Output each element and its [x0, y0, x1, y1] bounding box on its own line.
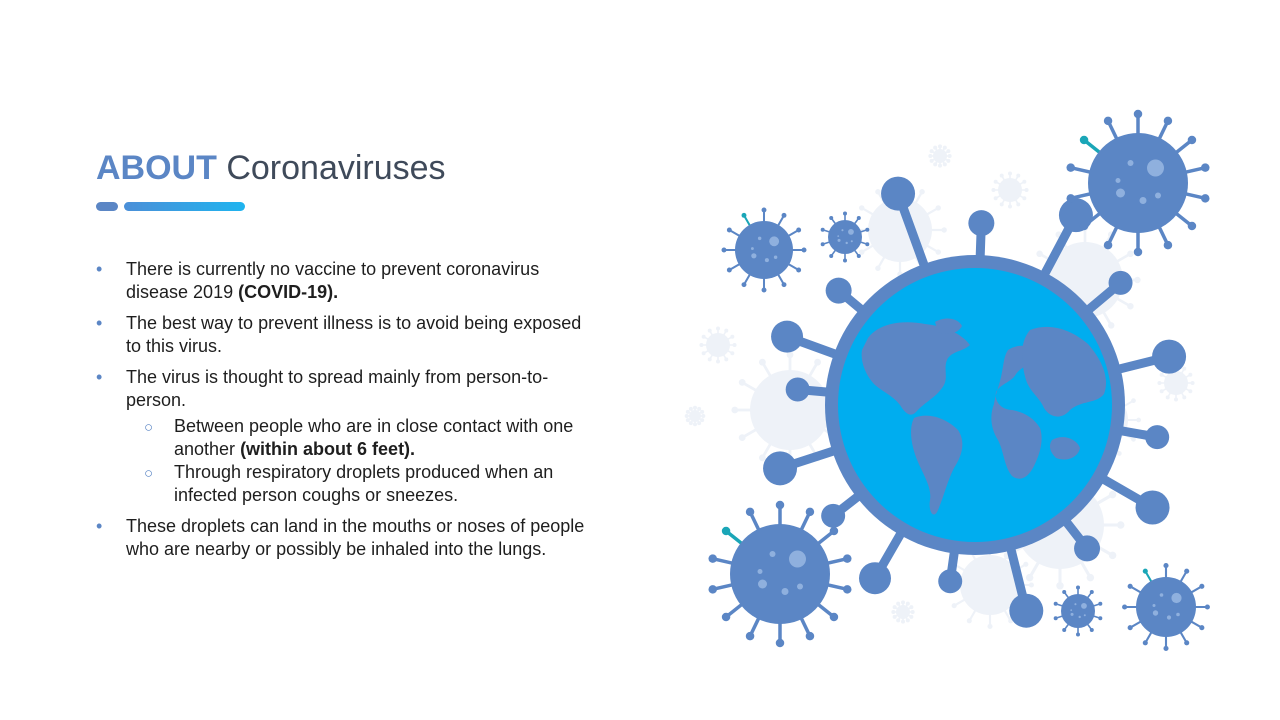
virus-spike-tip	[843, 585, 852, 594]
virus-surface-dot	[1116, 178, 1121, 183]
virus-surface-dot	[1176, 613, 1180, 617]
virus-spike-tip	[1023, 562, 1028, 567]
virus-spike-tip	[875, 266, 880, 271]
virus-body	[706, 333, 730, 357]
virus-body	[1136, 577, 1196, 637]
virus-spike-tip	[746, 508, 755, 516]
virus-spike-tip	[1199, 584, 1204, 589]
virus-spike-tip	[776, 639, 785, 648]
virus-spike-tip	[1090, 628, 1094, 632]
virus-spike-tip	[1134, 277, 1140, 283]
sub-bullet-circle-icon: ○	[144, 419, 154, 436]
virus-icon	[821, 212, 870, 263]
virus-surface-dot	[841, 229, 843, 231]
virus-spike-tip	[865, 228, 869, 232]
virus-spike-tip	[1134, 110, 1143, 119]
virus-surface-dot	[1074, 603, 1076, 605]
bullet-dot-icon: •	[96, 516, 103, 536]
globe-virus-spike-tip	[1009, 594, 1043, 628]
virus-spike-tip	[901, 620, 905, 624]
virus-spike-tip	[759, 359, 766, 366]
virus-spike-tip	[911, 610, 915, 614]
virus-spike-tip	[1104, 117, 1113, 126]
virus-spike-tip	[928, 154, 932, 158]
virus-spike-tip	[1184, 640, 1189, 645]
virus-spike-tip	[946, 149, 950, 153]
virus-spike-tip	[1117, 451, 1122, 456]
virus-spike-tip	[1131, 398, 1136, 403]
virus-body	[1061, 594, 1095, 628]
virus-surface-dot	[797, 584, 803, 590]
virus-surface-dot	[758, 569, 763, 574]
sub-bullet-list	[96, 415, 586, 507]
virus-spike-tip	[724, 329, 728, 333]
virus-spike-tip	[1066, 194, 1075, 203]
virus-spike-tip	[727, 228, 732, 233]
virus-spike-tip	[746, 632, 755, 641]
globe-virus-spike-tip	[1152, 340, 1186, 374]
virus-spike-tip	[1076, 632, 1080, 636]
virus-spike-tip	[821, 242, 825, 246]
virus-spike-tip	[1080, 222, 1089, 231]
virus-spike-tip	[700, 410, 704, 414]
sub-bullet-bold-text: (within about 6 feet).	[240, 439, 416, 459]
virus-spike-tip	[1182, 367, 1186, 371]
globe-virus-spike-tip	[881, 177, 915, 211]
virus-spike-tip	[930, 149, 934, 153]
virus-spike-tip	[906, 602, 910, 606]
virus-spike-tip	[933, 146, 937, 150]
virus-surface-dot	[1071, 613, 1074, 616]
bullet-item	[96, 366, 586, 412]
virus-spike-tip	[994, 196, 998, 200]
globe-virus-spike-tip	[763, 451, 797, 485]
virus-spike-tip	[722, 248, 727, 253]
virus-icon	[1122, 563, 1210, 651]
virus-surface-dot	[765, 258, 769, 262]
virus-spike-tip	[829, 216, 833, 220]
virus-spike-tip	[943, 146, 947, 150]
bullet-dot-icon: •	[96, 367, 103, 387]
virus-spike-tip	[948, 154, 952, 158]
virus-spike-tip	[1127, 303, 1133, 309]
virus-spike-tip	[1188, 136, 1197, 145]
virus-surface-dot	[848, 229, 854, 235]
virus-body	[933, 149, 947, 163]
virus-spike-tip	[693, 422, 697, 426]
virus-spike-tip	[1026, 574, 1033, 581]
virus-surface-dot	[770, 551, 776, 557]
sub-bullet-text: Through respiratory droplets produced when an infected person coughs or sneezes.	[174, 462, 554, 505]
virus-spike-tip	[987, 624, 992, 629]
virus-spike-tip	[1008, 205, 1012, 209]
globe-virus-spike-tip	[1074, 535, 1100, 561]
virus-spike-tip	[821, 228, 825, 232]
virus-spike-tip	[802, 248, 807, 253]
title-rest: Coronaviruses	[226, 149, 446, 187]
virus-surface-dot	[789, 551, 806, 568]
virus-spike-tip	[1000, 174, 1004, 178]
virus-spike-tip	[1188, 373, 1192, 377]
virus-spike-tip	[829, 254, 833, 258]
virus-spike-tip	[1163, 646, 1168, 651]
virus-spike-tip	[1134, 248, 1143, 257]
globe-virus-spike-tip	[821, 504, 845, 528]
coronavirus-globe-illustration	[680, 100, 1240, 670]
virus-spike-tip	[716, 326, 720, 330]
globe-virus-spike-tip	[771, 321, 803, 353]
virus-body	[998, 178, 1022, 202]
virus-body	[896, 605, 910, 619]
virus-spike-tip	[1109, 552, 1116, 559]
virus-spike-tip	[1025, 188, 1029, 192]
virus-spike-tip	[1016, 202, 1020, 206]
virus-spike-tip	[1054, 602, 1058, 606]
virus-spike-tip	[909, 605, 913, 609]
virus-spike-tip	[1205, 604, 1210, 609]
virus-surface-dot	[1116, 189, 1125, 198]
virus-spike-tip	[891, 610, 895, 614]
globe-virus-spike-tip	[968, 210, 994, 236]
virus-spike-tip	[1201, 163, 1210, 172]
virus-spike-tip	[724, 357, 728, 361]
sub-bullet-item	[96, 415, 586, 461]
virus-surface-dot	[769, 236, 779, 246]
virus-spike-tip	[901, 600, 905, 604]
virus-spike-tip	[938, 144, 942, 148]
globe-virus-spike-tip	[1109, 271, 1133, 295]
virus-spike-tip	[967, 618, 972, 623]
virus-spike-tip	[1128, 584, 1133, 589]
virus-spike-tip	[952, 603, 957, 608]
virus-spike-tip	[938, 164, 942, 168]
virus-surface-dot	[846, 242, 848, 244]
virus-spike-tip	[708, 357, 712, 361]
virus-spike-tip	[1201, 194, 1210, 203]
title-underline-long	[124, 202, 245, 211]
virus-surface-dot	[751, 247, 754, 250]
virus-spike-tip	[946, 159, 950, 163]
bullet-text: There is currently no vaccine to prevent coronavirus disease 2019	[126, 259, 540, 302]
virus-spike-tip	[859, 249, 864, 254]
virus-spike-tip	[1188, 389, 1192, 393]
title-underline-short	[96, 202, 118, 211]
sub-bullet-item	[96, 461, 586, 507]
virus-spike-tip	[919, 189, 924, 194]
virus-spike-tip	[941, 227, 946, 232]
virus-spike-tip	[716, 360, 720, 364]
virus-spike-tip	[1117, 521, 1124, 528]
virus-spike-tip	[759, 454, 766, 461]
virus-spike-tip	[1164, 241, 1173, 250]
virus-surface-dot	[1140, 197, 1147, 204]
virus-spike-tip	[930, 159, 934, 163]
virus-icon	[891, 600, 914, 623]
virus-spike-tip	[762, 208, 767, 213]
globe-virus-spike-tip	[859, 562, 891, 594]
sub-bullet-text: Between people who are in close contact with one another	[174, 416, 574, 459]
virus-spike-tip	[730, 351, 734, 355]
virus-surface-dot	[1079, 616, 1081, 618]
virus-spike-tip	[1000, 202, 1004, 206]
virus-surface-dot	[837, 235, 839, 237]
bullet-text: The virus is thought to spread mainly from person-to-person.	[126, 367, 549, 410]
virus-spike-tip	[1008, 171, 1012, 175]
virus-spike-tip	[1029, 582, 1034, 587]
virus-spike-tip	[1127, 251, 1133, 257]
virus-spike-tip	[699, 343, 703, 347]
virus-spike-tip	[1054, 616, 1058, 620]
virus-spike-tip	[708, 554, 717, 563]
virus-surface-dot	[851, 240, 853, 242]
virus-icon	[991, 171, 1028, 208]
virus-spike-tip	[796, 268, 801, 273]
virus-spike-tip	[1109, 491, 1116, 498]
virus-spike-tip	[814, 359, 821, 366]
virus-spike-tip	[1062, 590, 1066, 594]
virus-spike-tip	[933, 162, 937, 166]
virus-spike-tip	[702, 335, 706, 339]
virus-spike-tip	[686, 418, 690, 422]
virus-surface-dot	[758, 237, 761, 240]
virus-body	[1164, 371, 1188, 395]
virus-surface-dot	[751, 253, 756, 258]
globe-virus-spike-tip	[826, 278, 852, 304]
virus-spike-tip	[1098, 616, 1102, 620]
virus-spike-tip	[762, 288, 767, 293]
virus-spike-tip	[727, 268, 732, 273]
virus-surface-dot	[758, 580, 767, 589]
bullet-item	[96, 515, 586, 561]
virus-spike-tip	[857, 216, 861, 220]
bullet-text: These droplets can land in the mouths or noses of people who are nearby or possibly be inhaled into the lungs.	[126, 516, 585, 559]
virus-spike-tip	[1104, 241, 1113, 250]
bullet-text: The best way to prevent illness is to avoid being exposed to this virus.	[126, 313, 582, 356]
bullet-list	[96, 258, 586, 569]
virus-spike-tip	[685, 414, 689, 418]
virus-spike-tip	[1062, 628, 1066, 632]
globe-virus-spike-tip	[938, 569, 962, 593]
virus-spike-tip	[701, 414, 705, 418]
virus-spike-tip	[843, 212, 847, 216]
virus-body	[828, 220, 862, 254]
virus-spike-tip	[1163, 563, 1168, 568]
virus-spike-tip	[1016, 174, 1020, 178]
virus-spike-tip	[1184, 569, 1189, 574]
virus-spike-tip	[782, 213, 787, 218]
virus-spike-tip	[1157, 381, 1161, 385]
virus-spike-tip	[830, 527, 839, 536]
virus-spike-tip	[896, 618, 900, 622]
virus-spike-tip	[702, 351, 706, 355]
virus-spike-tip	[994, 180, 998, 184]
virus-surface-dot	[1081, 603, 1087, 609]
globe-virus-spike-tip	[1136, 491, 1170, 525]
virus-body	[730, 524, 830, 624]
virus-spike-tip	[697, 407, 701, 411]
virus-spike-tip	[697, 421, 701, 425]
bullet-item	[96, 312, 586, 358]
virus-spike-tip	[936, 205, 941, 210]
virus-icon	[1066, 110, 1209, 257]
virus-spike-tip	[1164, 117, 1173, 126]
virus-spike-tip	[1087, 574, 1094, 581]
virus-body	[735, 221, 793, 279]
virus-spike-tip	[1128, 625, 1133, 630]
title-accent: ABOUT	[96, 149, 217, 187]
virus-spike-tip	[1036, 251, 1042, 257]
globe-virus-spike-tip	[1145, 425, 1169, 449]
virus-spike-tip	[1076, 586, 1080, 590]
virus-spike-tip	[896, 602, 900, 606]
virus-spike-tip	[739, 434, 746, 441]
virus-spike-tip	[1108, 322, 1114, 328]
virus-surface-dot	[838, 239, 841, 242]
virus-spike-tip	[776, 501, 785, 510]
virus-spike-tip	[1182, 395, 1186, 399]
virus-spike-tip	[731, 407, 738, 414]
virus-spike-tip	[742, 282, 747, 287]
virus-spike-tip	[1056, 582, 1063, 589]
virus-icon	[1054, 586, 1103, 637]
virus-icon	[699, 326, 736, 363]
virus-spike-tip	[806, 508, 815, 516]
bullet-dot-icon: •	[96, 259, 103, 279]
virus-icon	[722, 208, 807, 293]
virus-spike-tip	[689, 421, 693, 425]
bullet-dot-icon: •	[96, 313, 103, 333]
virus-spike-tip	[1022, 196, 1026, 200]
virus-spike-tip	[1022, 180, 1026, 184]
virus-spike-tip	[689, 407, 693, 411]
virus-surface-dot	[1084, 614, 1086, 616]
virus-spike-tip	[857, 254, 861, 258]
virus-spike-tip	[1199, 625, 1204, 630]
virus-spike-tip	[722, 527, 731, 536]
virus-spike-tip	[708, 329, 712, 333]
virus-surface-dot	[1167, 615, 1171, 619]
virus-surface-dot	[1070, 609, 1072, 611]
virus-spike-tip	[1188, 222, 1197, 231]
virus-spike-tip	[1136, 418, 1141, 423]
bullet-bold-text: (COVID-19).	[238, 282, 339, 302]
virus-spike-tip	[739, 379, 746, 386]
virus-surface-dot	[1147, 160, 1164, 177]
virus-spike-tip	[893, 605, 897, 609]
virus-spike-tip	[1166, 395, 1170, 399]
virus-surface-dot	[1128, 160, 1134, 166]
virus-spike-tip	[742, 213, 747, 218]
virus-spike-tip	[733, 343, 737, 347]
virus-spike-tip	[1122, 604, 1127, 609]
globe-virus-spike-tip	[786, 377, 810, 401]
virus-surface-dot	[1153, 610, 1158, 615]
virus-body	[1088, 133, 1188, 233]
virus-body	[689, 410, 701, 422]
virus-surface-dot	[1160, 593, 1164, 597]
virus-spike-tip	[859, 205, 864, 210]
bullet-item	[96, 258, 586, 304]
virus-spike-tip	[722, 613, 731, 622]
virus-spike-tip	[936, 249, 941, 254]
virus-spike-tip	[796, 228, 801, 233]
virus-spike-tip	[943, 162, 947, 166]
virus-spike-tip	[730, 335, 734, 339]
virus-icon	[685, 406, 706, 427]
virus-spike-tip	[1160, 389, 1164, 393]
virus-spike-tip	[1066, 163, 1075, 172]
virus-icon	[928, 144, 951, 167]
virus-surface-dot	[774, 256, 777, 259]
sub-bullet-circle-icon: ○	[144, 465, 154, 482]
virus-spike-tip	[1090, 590, 1094, 594]
virus-surface-dot	[782, 588, 789, 595]
virus-spike-tip	[1191, 381, 1195, 385]
virus-surface-dot	[1153, 604, 1156, 607]
virus-spike-tip	[830, 613, 839, 622]
virus-spike-tip	[806, 632, 815, 641]
virus-spike-tip	[909, 615, 913, 619]
virus-spike-tip	[782, 282, 787, 287]
slide-title	[96, 146, 446, 190]
virus-spike-tip	[708, 585, 717, 594]
virus-spike-tip	[893, 615, 897, 619]
virus-spike-tip	[906, 618, 910, 622]
virus-spike-tip	[693, 406, 697, 410]
virus-spike-tip	[843, 554, 852, 563]
virus-spike-tip	[865, 242, 869, 246]
virus-spike-tip	[1143, 569, 1148, 574]
virus-surface-dot	[1171, 593, 1181, 603]
virus-spike-tip	[843, 258, 847, 262]
virus-spike-tip	[686, 410, 690, 414]
virus-spike-tip	[700, 418, 704, 422]
virus-spike-tip	[1174, 398, 1178, 402]
virus-spike-tip	[1098, 602, 1102, 606]
virus-spike-tip	[991, 188, 995, 192]
virus-surface-dot	[1155, 193, 1161, 199]
virus-spike-tip	[875, 189, 880, 194]
virus-spike-tip	[1160, 373, 1164, 377]
virus-spike-tip	[1080, 136, 1089, 145]
virus-spike-tip	[1143, 640, 1148, 645]
